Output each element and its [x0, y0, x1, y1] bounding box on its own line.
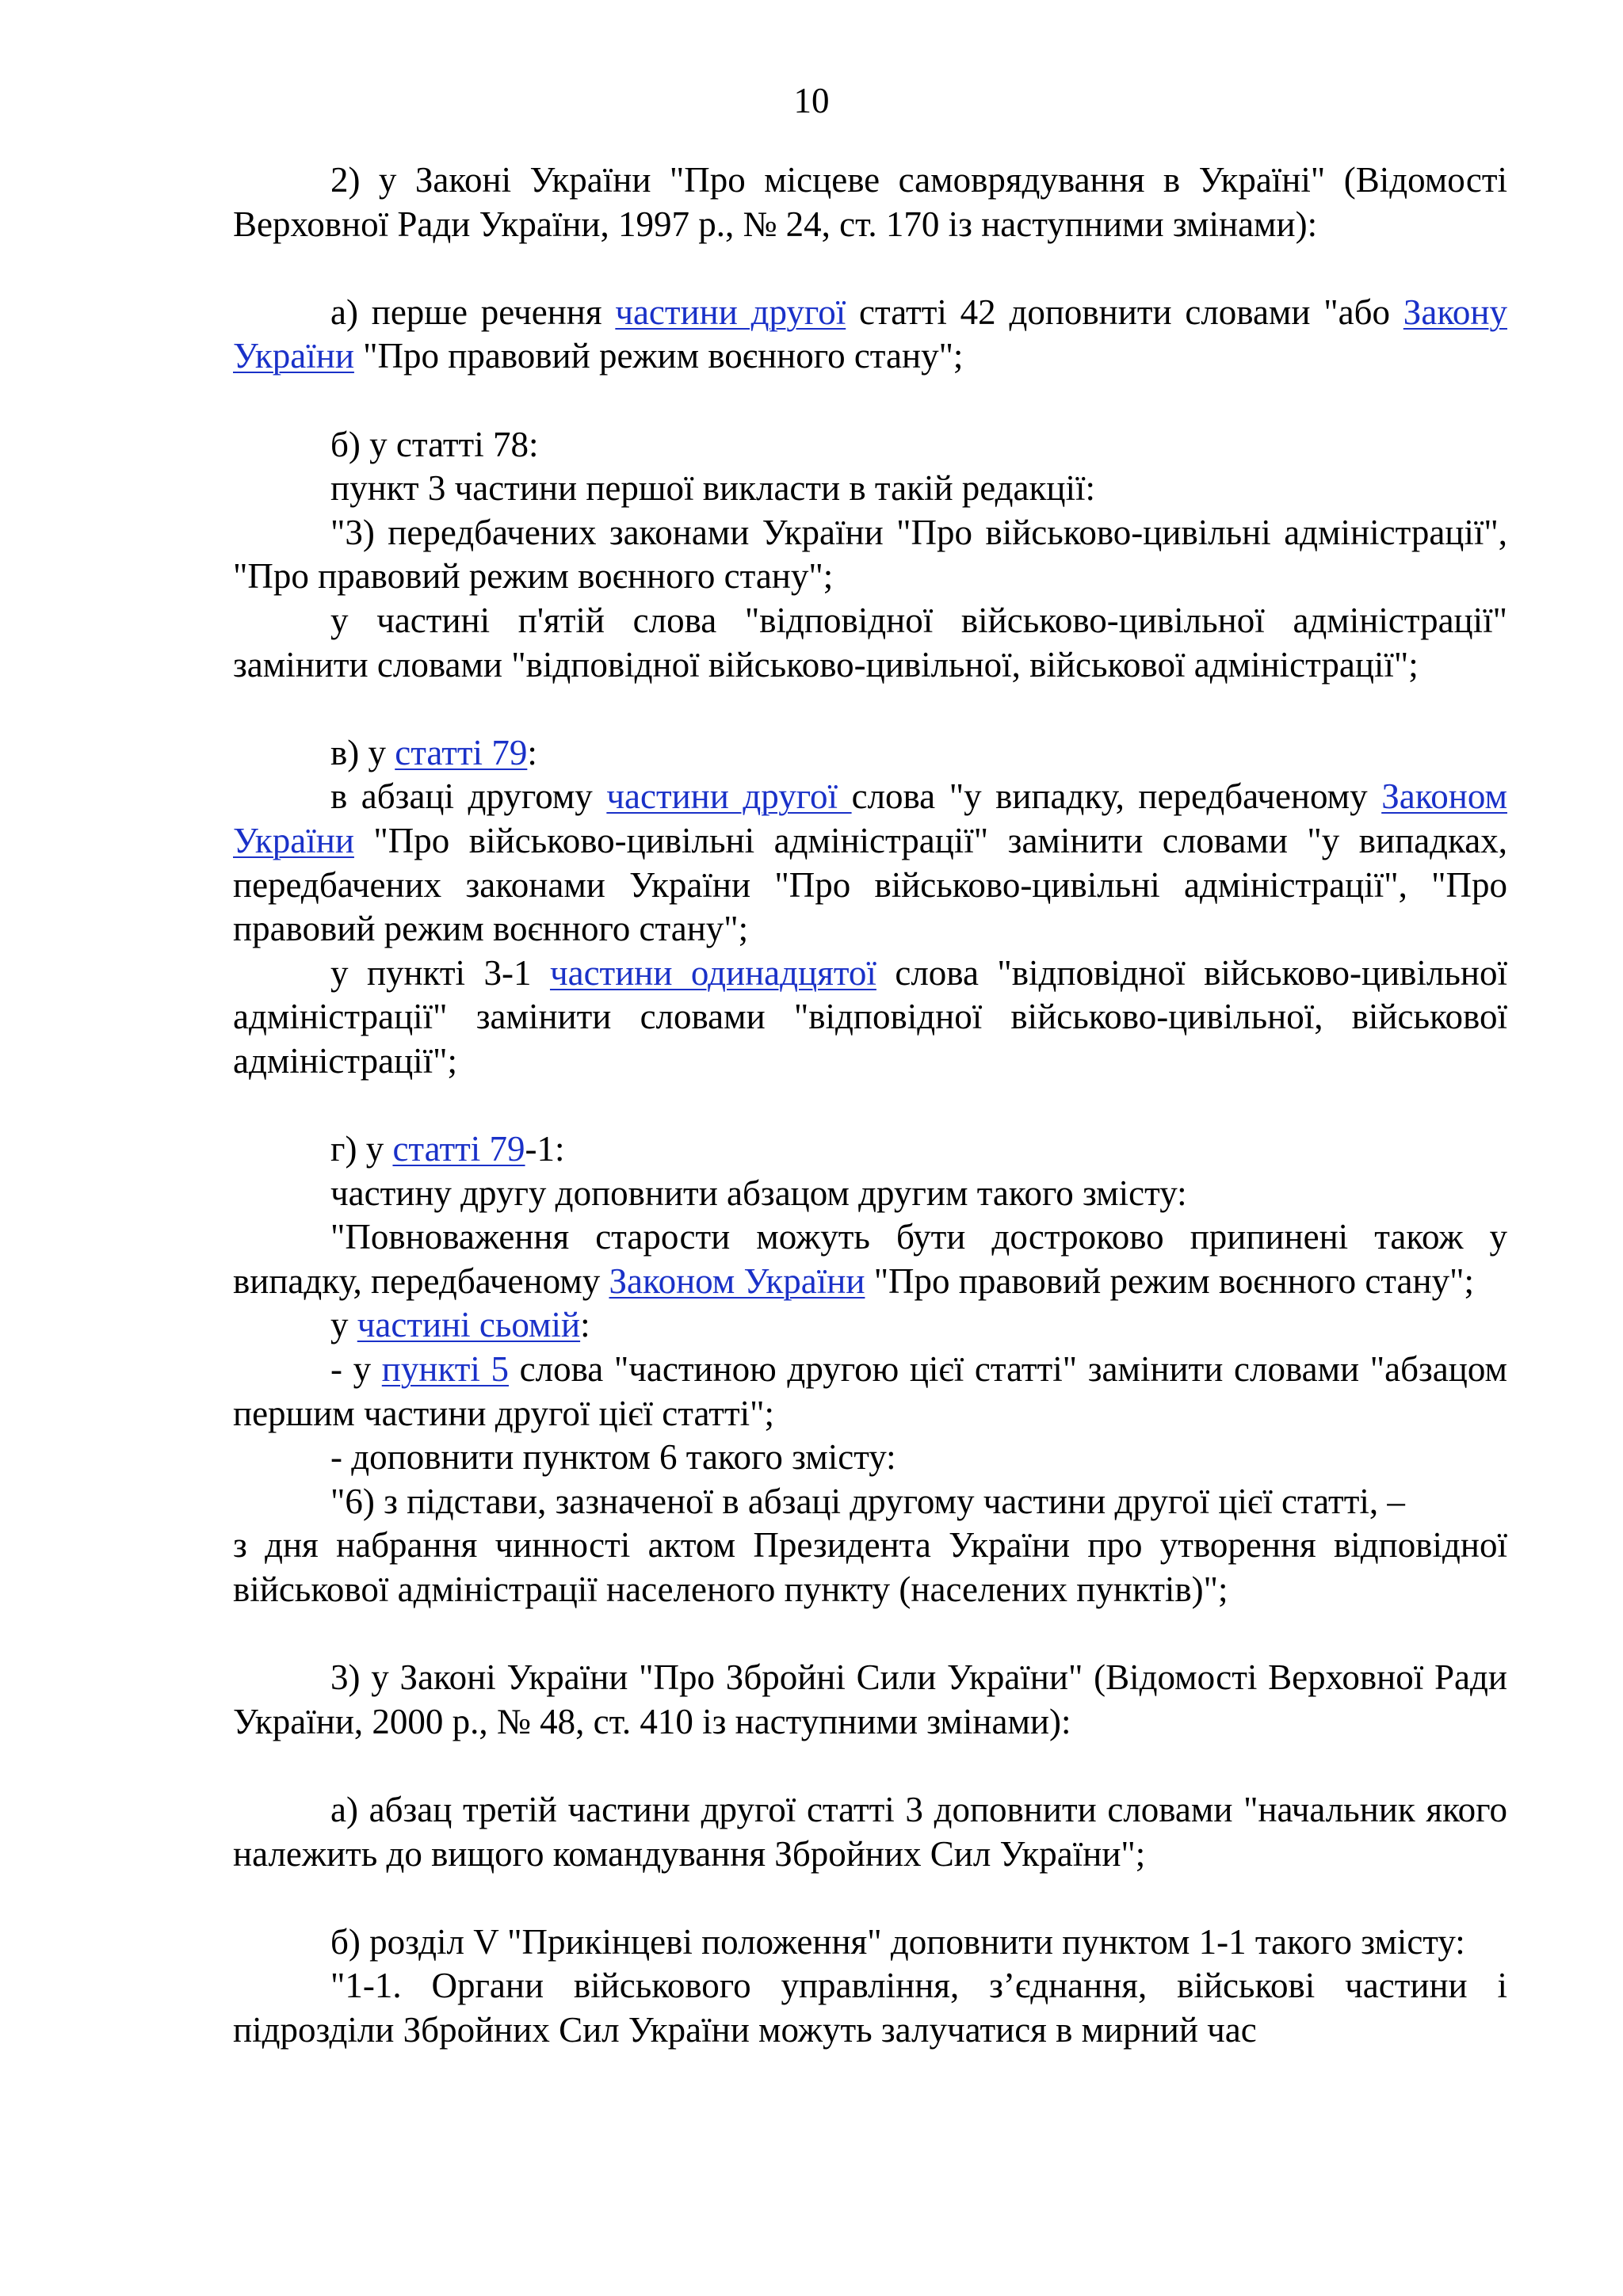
paragraph — [233, 291, 1507, 379]
paragraph-text: "3) передбачених законами України "Про військово-цивільні адміністрації", "Про правовий режим воєнного стану"; — [233, 512, 1507, 597]
paragraph-text: "Про правовий режим воєнного стану"; — [865, 1261, 1474, 1301]
paragraph-text: -1: — [525, 1129, 565, 1169]
paragraph — [233, 1303, 1507, 1348]
paragraph — [233, 423, 1507, 467]
paragraph-text: у пункті 3-1 — [330, 952, 550, 993]
paragraph-text: "Про правовий режим воєнного стану"; — [353, 336, 964, 376]
paragraph-text: слова "у випадку, передбаченому — [851, 776, 1382, 817]
paragraph-text: частину другу доповнити абзацом другим такого змісту: — [330, 1173, 1187, 1213]
law-reference-link[interactable]: частини одинадцятої — [549, 952, 876, 993]
paragraph — [233, 1480, 1507, 1612]
paragraph-text: статті 42 доповнити словами "або — [846, 292, 1403, 332]
paragraph — [233, 158, 1507, 246]
document-body — [233, 158, 1507, 2053]
paragraph-text: 2) у Законі України "Про місцеве самоврядування в Україні" (Відомості Верховної Ради України, 1997 р., № 24, ст. 170 із наступними змінами): — [233, 160, 1507, 244]
paragraph-text: б) розділ V "Прикінцеві положення" доповнити пунктом 1-1 такого змісту: — [330, 1921, 1465, 1962]
law-reference-link[interactable]: статті 79 — [395, 732, 528, 772]
paragraph-text: 3) у Законі України "Про Збройні Сили України" (Відомості Верховної Ради України, 2000 р., № 48, ст. 410 із наступними змінами): — [233, 1657, 1507, 1741]
paragraph — [233, 1215, 1507, 1303]
paragraph-text: "Про військово-цивільні адміністрації" замінити словами "у випадках, передбачених законами України "Про військово-цивільні адміністрації", "Про правовий режим воєнного стану"; — [233, 820, 1507, 949]
paragraph — [233, 1436, 1507, 1480]
paragraph-text: г) у — [330, 1129, 393, 1169]
paragraph-text: слова "частиною другою цієї статті" замінити словами "абзацом першим частини другої цієї статті"; — [233, 1349, 1507, 1433]
law-reference-link[interactable]: Законом України — [233, 776, 1507, 860]
paragraph-text: - у — [330, 1349, 382, 1390]
paragraph — [233, 775, 1507, 951]
paragraph — [233, 1788, 1507, 1876]
law-reference-link[interactable]: Закону України — [233, 292, 1507, 376]
paragraph — [233, 599, 1507, 687]
paragraph-text: у — [330, 1305, 357, 1345]
law-reference-link[interactable]: статті 79 — [392, 1129, 525, 1169]
paragraph-text: : — [580, 1305, 590, 1345]
law-reference-link[interactable]: частини другої — [606, 776, 852, 817]
paragraph-text: в) у — [330, 732, 395, 772]
paragraph — [233, 467, 1507, 511]
paragraph — [233, 511, 1507, 599]
paragraph — [233, 952, 1507, 1084]
paragraph — [233, 1127, 1507, 1172]
paragraph — [233, 731, 1507, 776]
paragraph — [233, 1656, 1507, 1744]
paragraph-text: у частині п'ятій слова "відповідної військово-цивільної адміністрації" замінити словами "відповідної військово-цивільної, військової адміністрації"; — [233, 600, 1507, 685]
law-reference-link[interactable]: Законом України — [609, 1261, 865, 1301]
paragraph-text: а) абзац третій частини другої статті 3 доповнити словами "начальник якого належить до вищого командування Збройних Сил України"; — [233, 1789, 1507, 1874]
paragraph-text: б) у статті 78: — [330, 424, 539, 464]
page-number: 10 — [793, 81, 830, 120]
paragraph-text: "6) з підстави, зазначеної в абзаці другому частини другої цієї статті, – з дня набрання чинності актом Президента України про утворення відповідної військової адміністрації населеного пункту (населених пунктів)"; — [233, 1481, 1507, 1609]
paragraph — [233, 1348, 1507, 1436]
law-reference-link[interactable]: частини другої — [615, 292, 846, 332]
paragraph-text: : — [527, 732, 537, 772]
paragraph — [233, 1172, 1507, 1216]
paragraph-text: пункт 3 частини першої викласти в такій редакції: — [330, 468, 1095, 509]
paragraph-text: "Повноваження старости можуть бути достроково припинені також у випадку, передбаченому — [233, 1217, 1507, 1301]
law-reference-link[interactable]: пункті 5 — [381, 1349, 510, 1390]
paragraph-text: "1-1. Органи військового управління, з’єднання, військові частини і підрозділи Збройних Сил України можуть залучатися в мирний час — [233, 1966, 1507, 2050]
paragraph — [233, 1920, 1507, 1965]
law-reference-link[interactable]: частині сьомій — [357, 1305, 581, 1345]
paragraph-text: в абзаці другому — [330, 776, 607, 817]
paragraph-text: слова "відповідної військово-цивільної адміністрації" замінити словами "відповідної військово-цивільної, військової адміністрації"; — [233, 952, 1507, 1081]
paragraph-text: - доповнити пунктом 6 такого змісту: — [330, 1437, 896, 1478]
paragraph — [233, 1964, 1507, 2052]
paragraph-text: а) перше речення — [330, 292, 616, 332]
